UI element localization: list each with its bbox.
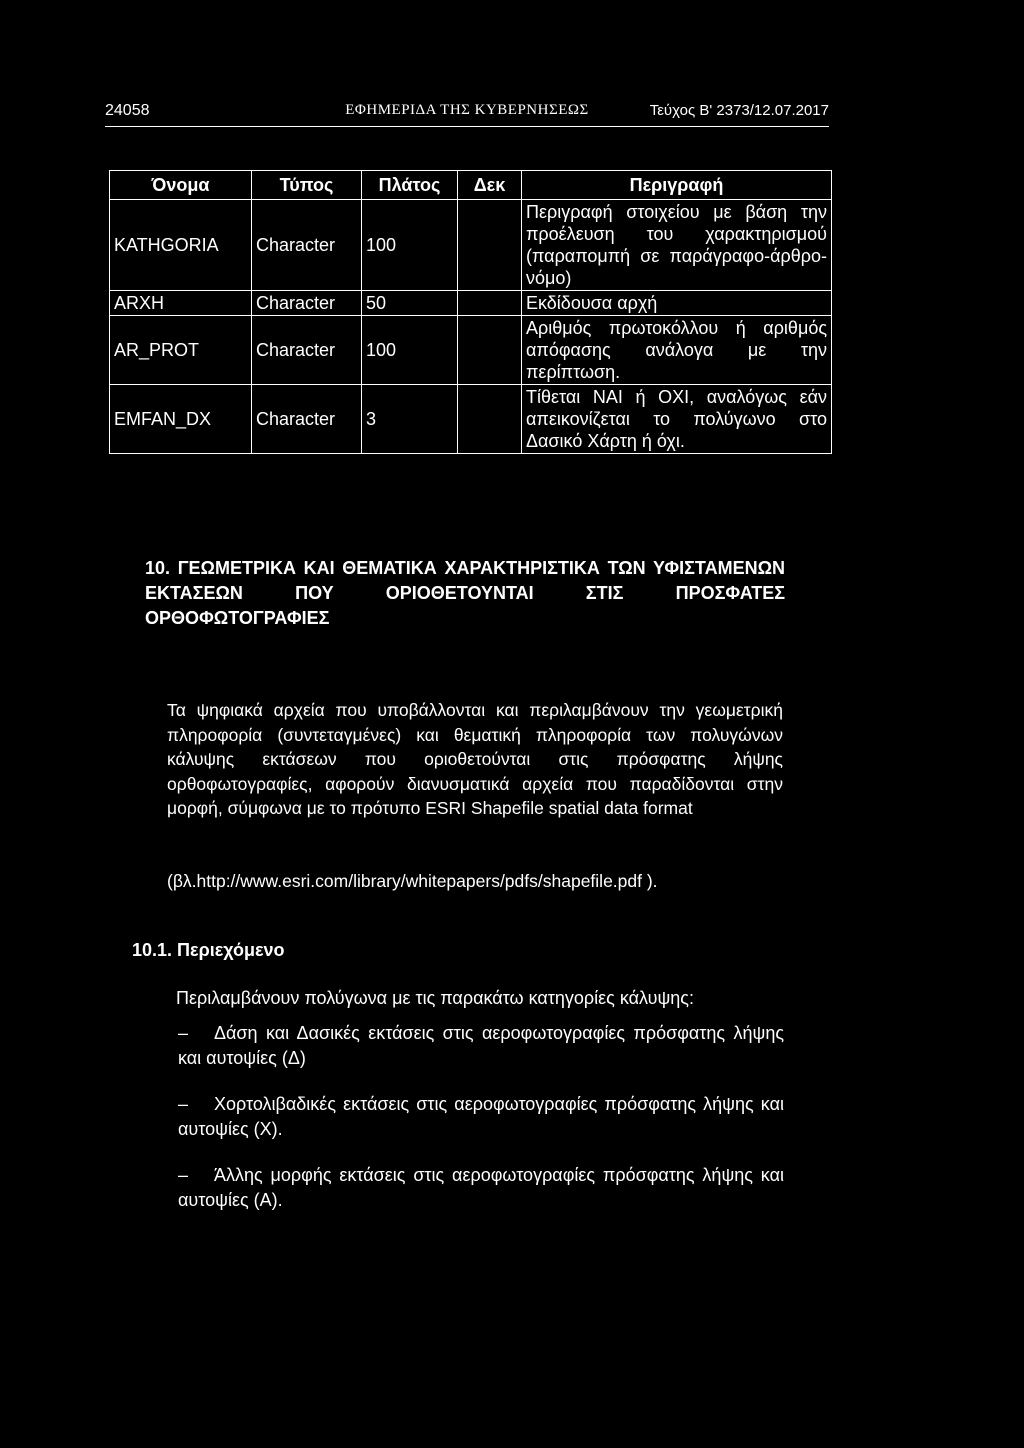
column-header-name: Όνομα — [110, 171, 252, 200]
cell-type: Character — [252, 291, 362, 316]
list-item-text: Χορτολιβαδικές εκτάσεις στις αεροφωτογραφίες πρόσφατης λήψης και αυτοψίες (Χ). — [178, 1094, 784, 1139]
table-row — [110, 291, 832, 316]
dash-bullet: – — [178, 1023, 189, 1043]
cell-type: Character — [252, 316, 362, 385]
cell-description: Τίθεται ΝΑΙ ή ΟΧΙ, αναλόγως εάν απεικονίζεται το πολύγωνο στο Δασικό Χάρτη ή όχι. — [522, 385, 832, 454]
fields-table — [109, 170, 832, 454]
section-10-1-title: 10.1. Περιεχόμενο — [132, 940, 285, 960]
journal-title: ΕΦΗΜΕΡΙΔΑ ΤΗΣ ΚΥΒΕΡΝΗΣΕΩΣ — [345, 102, 589, 118]
cell-description: Αριθμός πρωτοκόλλου ή αριθμός απόφασης ανάλογα με την περίπτωση. — [522, 316, 832, 385]
section-10-title: 10. ΓΕΩΜΕΤΡΙΚΑ ΚΑΙ ΘΕΜΑΤΙΚΑ ΧΑΡΑΚΤΗΡΙΣΤΙΚΑ ΤΩΝ ΥΦΙΣΤΑΜΕΝΩΝ ΕΚΤΑΣΕΩΝ ΠΟΥ ΟΡΙΟΘΕΤΟΥΝΤΑΙ ΣΤΙΣ ΠΡΟΣΦΑΤΕΣ ΟΡΘΟΦΩΤΟΓΡΑΦΙΕΣ — [145, 558, 785, 628]
page-number: 24058 — [105, 102, 150, 119]
cell-decimals — [458, 200, 522, 291]
cell-decimals — [458, 316, 522, 385]
cell-name: AR_PROT — [110, 316, 252, 385]
section-10-paragraph: Τα ψηφιακά αρχεία που υποβάλλονται και περιλαμβάνουν την γεωμετρική πληροφορία (συντεταγμένες) και θεματική πληροφορία των πολυγώνων κάλυψης εκτάσεων που οριοθετούνται στις πρόσφατης λήψης ορθοφωτογραφίες, αφορούν διανυσματικά αρχεία που παραδίδονται στην μορφή, σύμφωνα με το πρότυπο ESRI Shapefile spatial data format — [167, 700, 783, 818]
cell-description: Εκδίδουσα αρχή — [522, 291, 832, 316]
reference-link[interactable]: (βλ.http://www.esri.com/library/whitepapers/pdfs/shapefile.pdf ). — [167, 871, 658, 891]
list-item — [178, 1092, 784, 1142]
cell-name: KATHGORIA — [110, 200, 252, 291]
column-header-description: Περιγραφή — [522, 171, 832, 200]
column-header-type: Τύπος — [252, 171, 362, 200]
cell-name: ARXH — [110, 291, 252, 316]
table-row — [110, 316, 832, 385]
cell-type: Character — [252, 200, 362, 291]
table-row — [110, 385, 832, 454]
page-header — [105, 100, 829, 127]
table-row — [110, 200, 832, 291]
cell-width: 3 — [362, 385, 458, 454]
cell-decimals — [458, 291, 522, 316]
issue-info: Τεύχος Β' 2373/12.07.2017 — [649, 102, 829, 119]
column-header-width: Πλάτος — [362, 171, 458, 200]
cell-type: Character — [252, 385, 362, 454]
list-item — [178, 1163, 784, 1213]
cell-width: 50 — [362, 291, 458, 316]
cell-width: 100 — [362, 316, 458, 385]
table-header-row — [110, 171, 832, 200]
column-header-decimals: Δεκ — [458, 171, 522, 200]
dash-bullet: – — [178, 1094, 189, 1114]
cell-description: Περιγραφή στοιχείου με βάση την προέλευση του χαρακτηρισμού (παραπομπή σε παράγραφο-άρθρο-νόμο) — [522, 200, 832, 291]
list-item-text: Δάση και Δασικές εκτάσεις στις αεροφωτογραφίες πρόσφατης λήψης και αυτοψίες (Δ) — [178, 1023, 784, 1068]
cell-decimals — [458, 385, 522, 454]
list-item — [178, 1021, 784, 1071]
cell-width: 100 — [362, 200, 458, 291]
section-10-1-intro: Περιλαμβάνουν πολύγωνα με τις παρακάτω κατηγορίες κάλυψης: — [176, 988, 694, 1008]
dash-bullet: – — [178, 1165, 189, 1185]
cell-name: EMFAN_DX — [110, 385, 252, 454]
list-item-text: Άλλης μορφής εκτάσεις στις αεροφωτογραφίες πρόσφατης λήψης και αυτοψίες (Α). — [178, 1165, 784, 1210]
